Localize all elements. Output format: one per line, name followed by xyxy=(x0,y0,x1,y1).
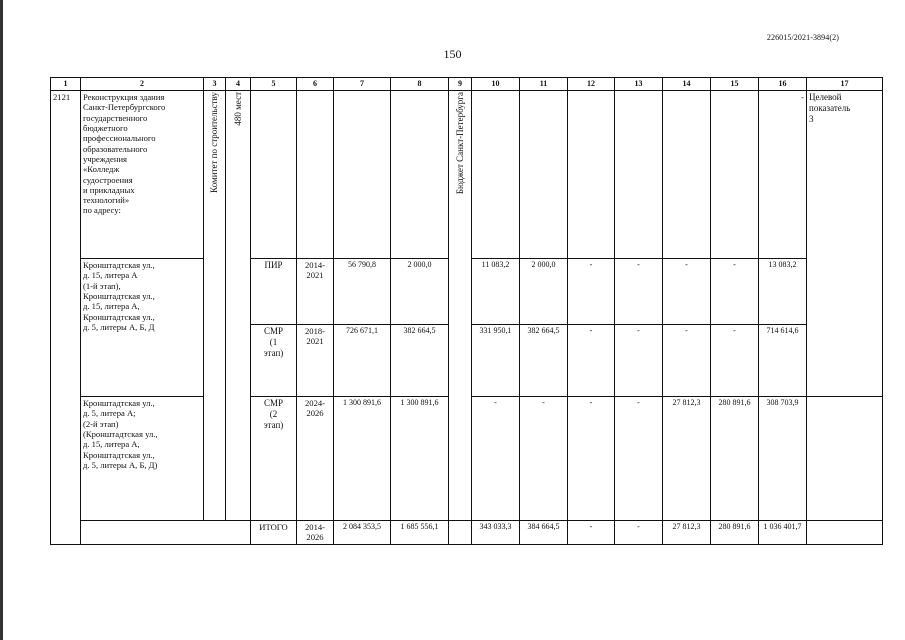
header-cell: 15 xyxy=(711,78,759,91)
budget-table xyxy=(50,77,883,545)
capacity-label: 480 мест xyxy=(232,92,243,126)
value-cell: 11 083,2 xyxy=(472,259,520,325)
period-cell: 2018- 2021 xyxy=(297,325,334,397)
period-cell: 2014- 2026 xyxy=(297,521,334,545)
header-cell: 6 xyxy=(297,78,334,91)
total-value-cell: - xyxy=(568,521,615,545)
header-cell: 5 xyxy=(251,78,297,91)
value-cell: 726 671,1 xyxy=(334,325,391,397)
value-cell: - xyxy=(568,259,615,325)
value-cell: - xyxy=(568,397,615,521)
total-value-cell: - xyxy=(615,521,663,545)
total-label: ИТОГО xyxy=(251,521,297,545)
empty-cell xyxy=(711,91,759,259)
header-cell: 1 xyxy=(51,78,81,91)
value-cell: 2 000,0 xyxy=(391,259,449,325)
object-description: Реконструкция здания Санкт-Петербургского государственного бюджетного профессионального образовательного учреждения «Колледж судостроения и прикладных технологий» по адресу: xyxy=(81,91,204,259)
target-indicator: Целевой показатель 3 xyxy=(807,91,883,397)
value-cell: 331 950,1 xyxy=(472,325,520,397)
value-cell: 382 664,5 xyxy=(520,325,568,397)
budget-source-label: Бюджет Санкт-Петербурга xyxy=(454,92,465,195)
value-cell: 1 300 891,6 xyxy=(334,397,391,521)
header-cell: 2 xyxy=(81,78,204,91)
empty-cell xyxy=(807,521,883,545)
header-cell: 17 xyxy=(807,78,883,91)
empty-cell xyxy=(251,91,297,259)
stage-cell: ПИР xyxy=(251,259,297,325)
header-cell: 12 xyxy=(568,78,615,91)
value-cell: - xyxy=(663,325,711,397)
header-cell: 13 xyxy=(615,78,663,91)
committee-label: Комитет по строительству xyxy=(209,92,220,193)
value-cell: 1 300 891,6 xyxy=(391,397,449,521)
budget-source-cell xyxy=(449,91,472,521)
empty-cell xyxy=(334,91,391,259)
address-stage-1: Кронштадтская ул., д. 15, литера А (1-й этап), Кронштадтская ул., д. 15, литера А, Кронштадтская ул., д. 5, литеры А, Б, Д xyxy=(81,259,204,397)
header-cell: 7 xyxy=(334,78,391,91)
stage-cell: СМР (2 этап) xyxy=(251,397,297,521)
value-cell: - xyxy=(520,397,568,521)
capacity-cell xyxy=(226,91,251,521)
value-cell: 27 812,3 xyxy=(663,397,711,521)
total-value-cell: 384 664,5 xyxy=(520,521,568,545)
stage-cell: СМР (1 этап) xyxy=(251,325,297,397)
total-value-cell: 27 812,3 xyxy=(663,521,711,545)
table-row-total xyxy=(51,521,883,545)
header-cell: 3 xyxy=(204,78,226,91)
empty-cell xyxy=(807,397,883,521)
empty-cell xyxy=(472,91,520,259)
header-cell: 14 xyxy=(663,78,711,91)
header-cell: 4 xyxy=(226,78,251,91)
header-cell: 9 xyxy=(449,78,472,91)
value-cell: 714 614,6 xyxy=(759,325,807,397)
empty-cell xyxy=(615,91,663,259)
total-value-cell: 1 685 556,1 xyxy=(391,521,449,545)
header-cell: 16 xyxy=(759,78,807,91)
value-cell: - xyxy=(615,325,663,397)
period-cell: 2014- 2021 xyxy=(297,259,334,325)
header-cell: 11 xyxy=(520,78,568,91)
page-number: 150 xyxy=(443,47,462,61)
empty-cell xyxy=(449,521,472,545)
value-cell: - xyxy=(711,325,759,397)
total-value-cell: 343 033,3 xyxy=(472,521,520,545)
value-cell: 280 891,6 xyxy=(711,397,759,521)
period-cell: 2024- 2026 xyxy=(297,397,334,521)
item-number: 2121 xyxy=(51,91,81,545)
value-cell: - xyxy=(663,259,711,325)
value-cell: 56 790,8 xyxy=(334,259,391,325)
value-cell: 13 083,2 xyxy=(759,259,807,325)
address-stage-2: Кронштадтская ул., д. 5, литера А; (2-й этап) (Кронштадтская ул., д. 15, литера А, Кронштадтская ул., д. 5, литеры А, Б, Д) xyxy=(81,397,204,521)
value-cell: - xyxy=(615,259,663,325)
total-value-cell: 2 084 353,5 xyxy=(334,521,391,545)
value-cell: 2 000,0 xyxy=(520,259,568,325)
header-cell: 8 xyxy=(391,78,449,91)
header-cell: 10 xyxy=(472,78,520,91)
empty-cell xyxy=(568,91,615,259)
header-row xyxy=(51,78,883,91)
total-value-cell: 280 891,6 xyxy=(711,521,759,545)
value-cell: - xyxy=(472,397,520,521)
value-cell: 382 664,5 xyxy=(391,325,449,397)
value-cell: - xyxy=(711,259,759,325)
scan-edge xyxy=(0,0,3,640)
value-cell: - xyxy=(615,397,663,521)
empty-cell xyxy=(391,91,449,259)
stray-dash: - xyxy=(759,91,807,259)
empty-cell xyxy=(663,91,711,259)
total-value-cell: 1 036 401,7 xyxy=(759,521,807,545)
empty-cell xyxy=(81,521,251,545)
empty-cell xyxy=(297,91,334,259)
document-id: 226015/2021-3894(2) xyxy=(766,33,839,42)
value-cell: - xyxy=(568,325,615,397)
committee-cell xyxy=(204,91,226,521)
empty-cell xyxy=(520,91,568,259)
value-cell: 308 703,9 xyxy=(759,397,807,521)
table-row-intro xyxy=(51,91,883,259)
